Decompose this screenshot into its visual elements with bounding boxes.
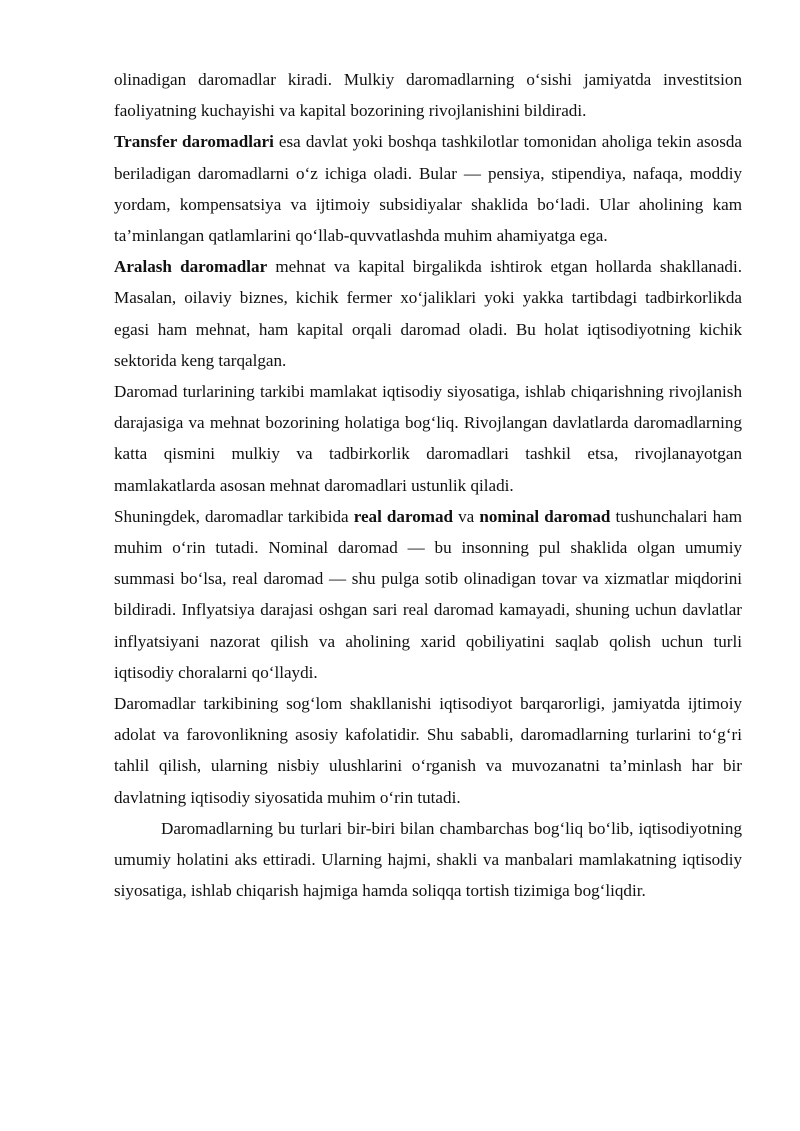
paragraph-text: esa davlat yoki boshqa tashkilotlar tomonidan aholiga tekin asosda beriladigan daromadlarni o‘z ichiga oladi. Bular — pensiya, stipendiya, nafaqa, moddiy yordam, kompensatsiya va ijtimoiy subsidiyalar shaklida bo‘ladi. Ular aholining kam ta’minlangan qatlamlarini qo‘llab-quvvatlashda muhim ahamiyatga ega. — [114, 132, 742, 246]
paragraph-conjunction: va — [453, 506, 480, 526]
document-page — [114, 64, 742, 906]
paragraph-text: Daromadlarning bu turlari bir-biri bilan chambarchas bog‘liq bo‘lib, iqtisodiyotning umumiy holatini aks ettiradi. Ularning hajmi, shakli va manbalari mamlakatning iqtisodiy siyosatiga, ishlab chiqarish hajmiga hamda soliqqa tortish tizimiga bog‘liqdir. — [114, 818, 742, 901]
paragraph-mixed-income — [114, 251, 742, 376]
paragraph-transfer-income — [114, 126, 742, 251]
paragraph-text: olinadigan daromadlar kiradi. Mulkiy daromadlarning o‘sishi jamiyatda investitsion faoliyatning kuchayishi va kapital bozorining rivojlanishini bildiradi. — [114, 70, 742, 121]
paragraph-income-structure — [114, 376, 742, 501]
paragraph-text: Daromadlar tarkibining sog‘lom shakllanishi iqtisodiyot barqarorligi, jamiyatda ijtimoiy adolat va farovonlikning asosiy kafolatidir. Shu sababli, daromadlarning turlarini to‘g‘ri tahlil qilish, ularning nisbiy ulushlarini o‘rganish va muvozanatni ta’minlash har bir davlatning iqtisodiy siyosatida muhim o‘rin tutadi. — [114, 694, 742, 807]
paragraph-property-income-growth — [114, 64, 742, 126]
term-mixed-income: Aralash daromadlar — [114, 257, 268, 277]
paragraph-text: tushunchalari ham muhim o‘rin tutadi. Nominal daromad — bu insonning pul shaklida olgan umumiy summasi bo‘lsa, real daromad — shu pulga sotib olinadigan tovar va xizmatlar miqdorini bildiradi. Inflyatsiya darajasi oshgan sari real daromad kamayadi, shuning uchun davlatlar inflyatsiyani nazorat qilish va aholining xarid qobiliyatini saqlab qolish uchun turli iqtisodiy choralarni qo‘llaydi. — [114, 506, 743, 682]
term-transfer-income: Transfer daromadlari — [114, 132, 274, 152]
paragraph-healthy-income-structure — [114, 688, 742, 813]
term-nominal-income: nominal daromad — [479, 506, 611, 526]
paragraph-real-nominal-income — [114, 501, 742, 688]
term-real-income: real daromad — [353, 506, 454, 526]
paragraph-conclusion — [114, 813, 742, 907]
paragraph-text: mehnat va kapital birgalikda ishtirok etgan hollarda shakllanadi. Masalan, oilaviy biznes, kichik fermer xo‘jaliklari yoki yakka tartibdagi tadbirkorlikda egasi ham mehnat, ham kapital orqali daromad oladi. Bu holat iqtisodiyotning kichik sektorida keng tarqalgan. — [114, 257, 742, 370]
paragraph-text: Daromad turlarining tarkibi mamlakat iqtisodiy siyosatiga, ishlab chiqarishning rivojlanish darajasiga va mehnat bozorining holatiga bog‘liq. Rivojlangan davlatlarda daromadlarning katta qismini mulkiy va tadbirkorlik daromadlari tashkil etsa, rivojlanayotgan mamlakatlarda asosan mehnat daromadlari ustunlik qiladi. — [114, 382, 742, 495]
paragraph-lead: Shuningdek, daromadlar tarkibida — [114, 506, 354, 526]
